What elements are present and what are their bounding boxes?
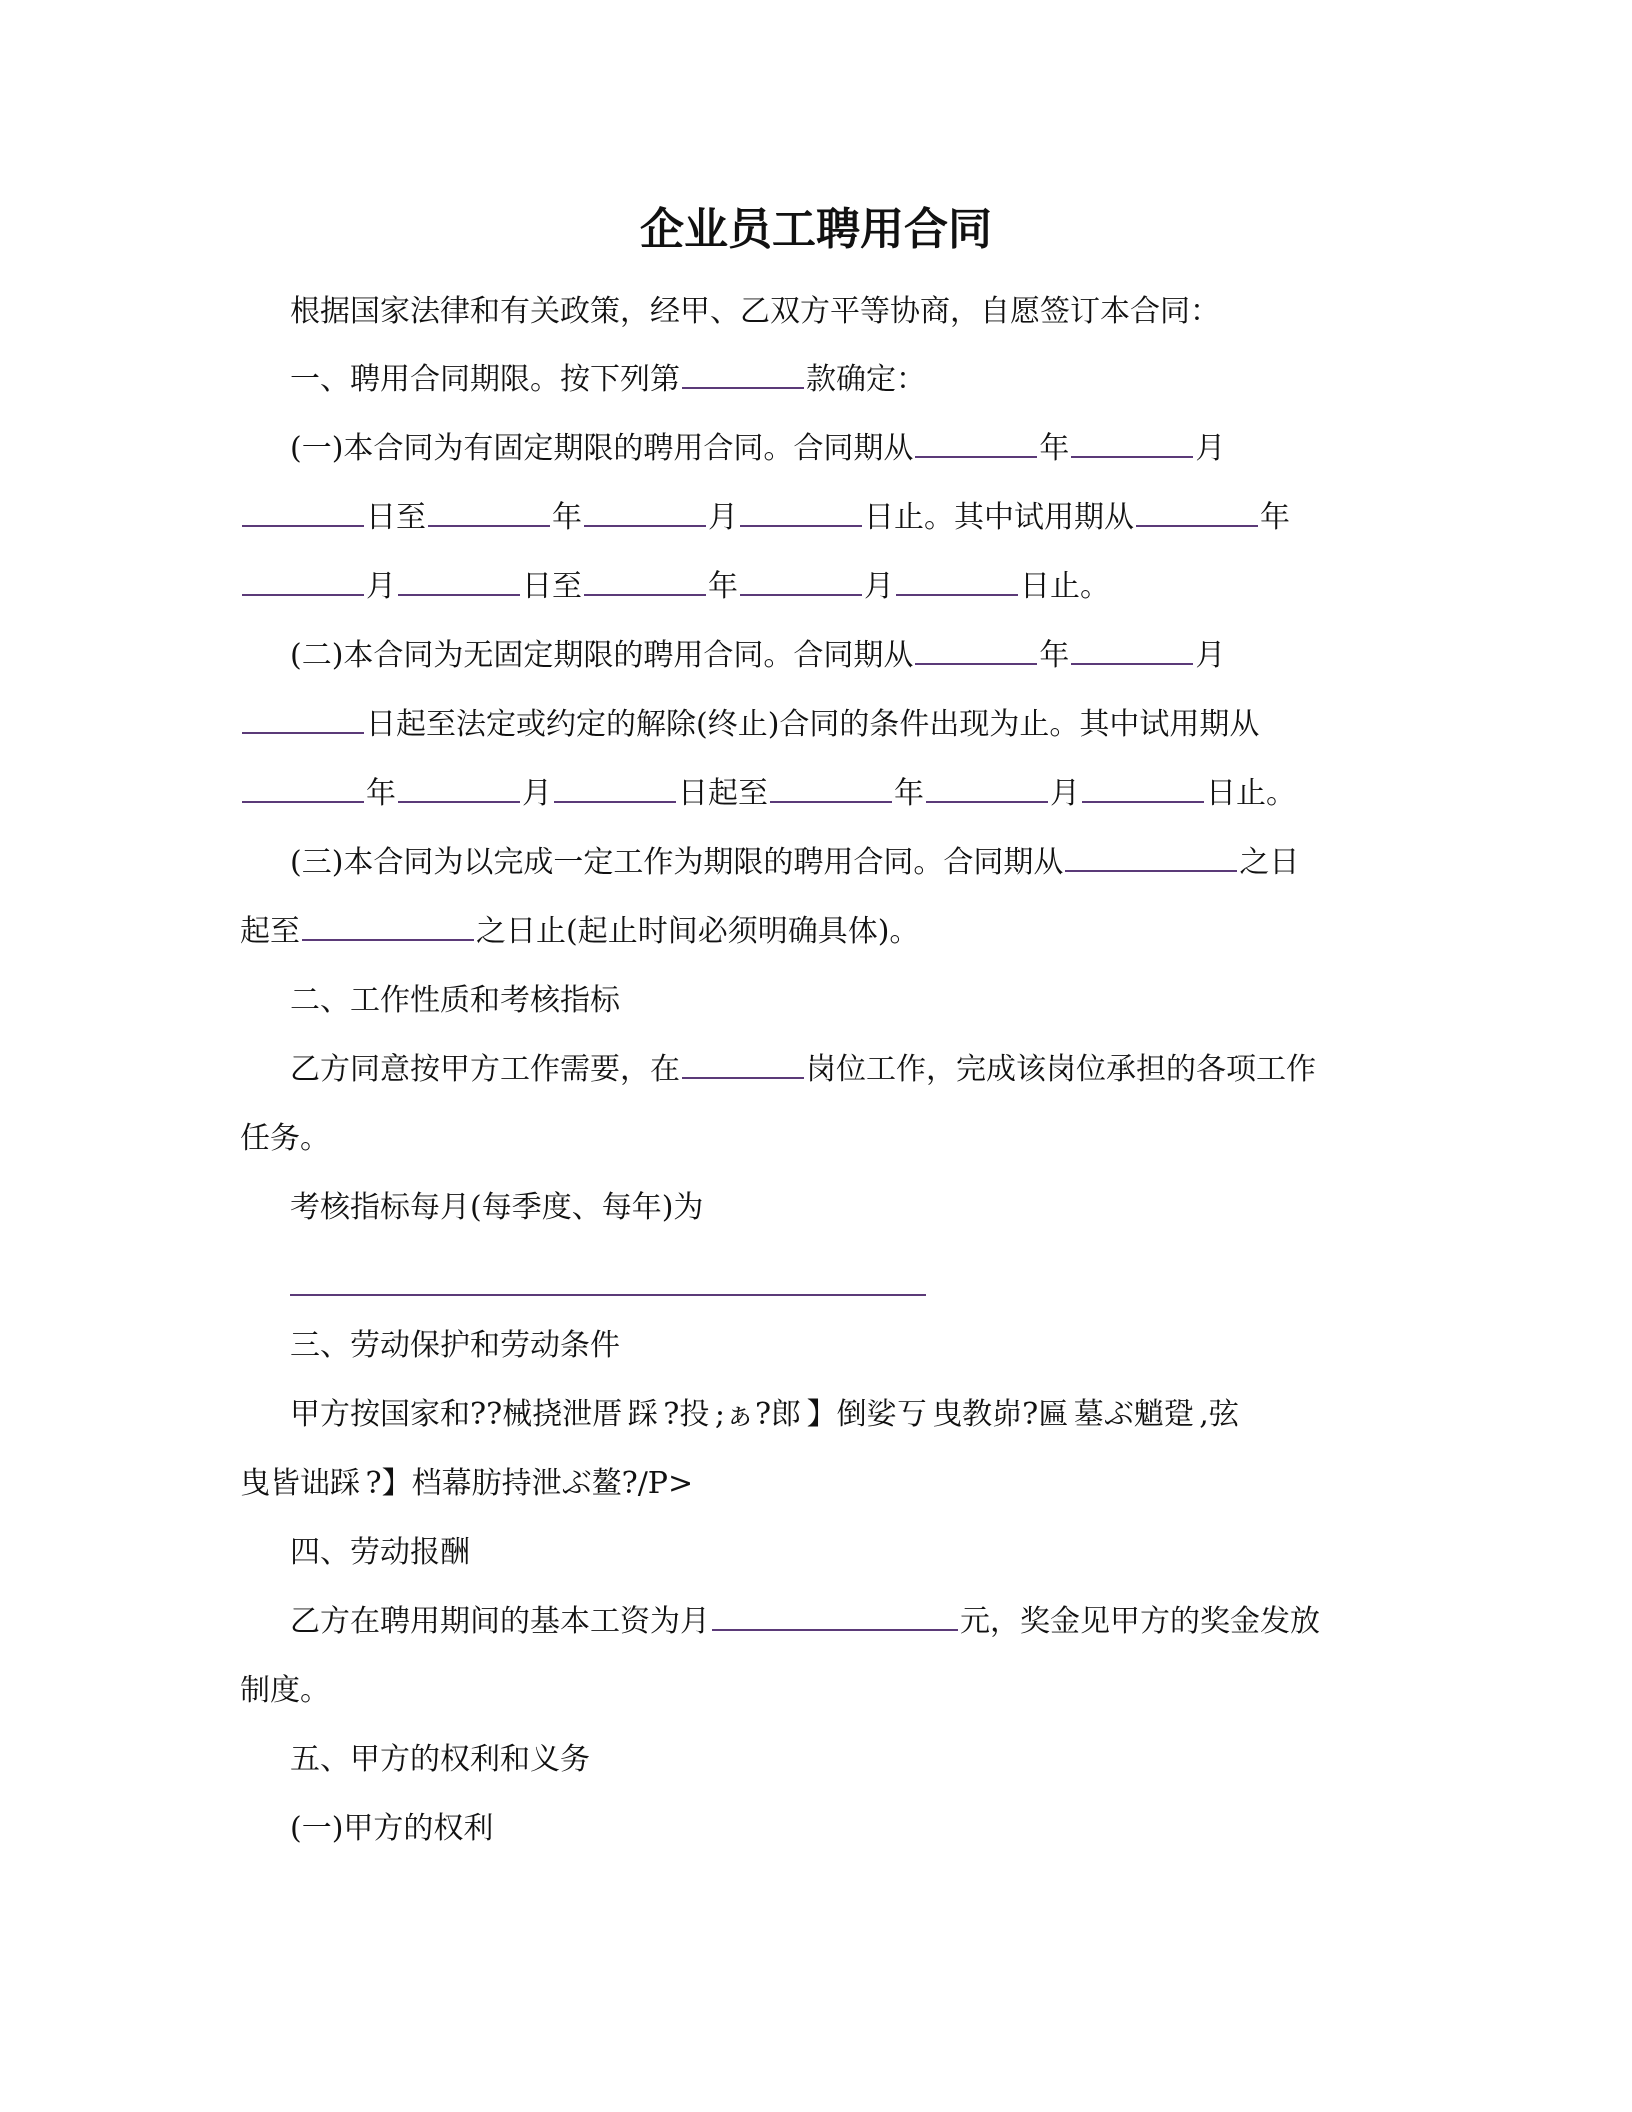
contract-title: 企业员工聘用合同 xyxy=(640,204,992,255)
clause-1-1-line-3: 月 日至 年 月 日止。 xyxy=(240,565,1110,609)
blank-field xyxy=(302,913,474,941)
blank-field xyxy=(740,568,862,596)
section-2-paragraph-1: 乙方同意按甲方工作需要，在 岗位工作，完成该岗位承担的各项工作 xyxy=(290,1052,1316,1087)
blank-field xyxy=(1136,499,1258,527)
blank-field xyxy=(584,499,706,527)
clause-1-3-line-2: 起至 之日止(起止时间必须明确具体)。 xyxy=(240,914,920,949)
blank-field xyxy=(712,1603,958,1631)
assessment-blank-line xyxy=(290,1294,926,1296)
section-4-paragraph-line-2: 制度。 xyxy=(240,1673,330,1708)
section-5-heading: 五、甲方的权利和义务 xyxy=(290,1742,590,1777)
blank-field xyxy=(770,775,892,803)
blank-field xyxy=(242,775,364,803)
blank-field xyxy=(740,499,862,527)
clause-1-2-line-2: 日起至法定或约定的解除(终止)合同的条件出现为止。其中试用期从 xyxy=(240,703,1259,747)
intro-paragraph: 根据国家法律和有关政策，经甲、乙双方平等协商，自愿签订本合同： xyxy=(290,294,1220,329)
clause-1-2-line-3: 年 月 日起至 年 月 日止。 xyxy=(240,772,1296,816)
section-3-paragraph-line-2: 曳皆诎踩 ?】档幕肪持泄ぶ鳌?/P> xyxy=(240,1466,694,1501)
section-3-heading: 三、劳动保护和劳动条件 xyxy=(290,1328,620,1363)
blank-field xyxy=(554,775,676,803)
blank-field xyxy=(428,499,550,527)
blank-field xyxy=(398,568,520,596)
section-4-heading: 四、劳动报酬 xyxy=(290,1535,470,1570)
blank-field xyxy=(1065,844,1237,872)
blank-field xyxy=(682,1051,804,1079)
section-1-heading: 一、聘用合同期限。按下列第 款确定： xyxy=(290,362,926,397)
blank-field xyxy=(1071,430,1193,458)
blank-field xyxy=(682,361,804,389)
blank-field xyxy=(242,706,364,734)
blank-field xyxy=(584,568,706,596)
section-5-subheading: (一)甲方的权利 xyxy=(290,1811,494,1846)
blank-field xyxy=(915,430,1037,458)
section-3-paragraph-line-1: 甲方按国家和??械挠泄厝 踩 ?投 ;ぁ?郎 】倒娑丂 曳教峁?匾 墓ぶ魈跫 ,弦 xyxy=(290,1397,1239,1432)
section-2-heading: 二、工作性质和考核指标 xyxy=(290,983,620,1018)
section-4-paragraph: 乙方在聘用期间的基本工资为月 元，奖金见甲方的奖金发放 xyxy=(290,1604,1320,1639)
blank-field xyxy=(896,568,1018,596)
blank-field xyxy=(242,499,364,527)
blank-field xyxy=(926,775,1048,803)
clause-1-1-line-1: (一)本合同为有固定期限的聘用合同。合同期从 年 月 xyxy=(290,431,1226,466)
blank-field xyxy=(242,568,364,596)
blank-field xyxy=(1071,637,1193,665)
section-2-paragraph-2: 考核指标每月(每季度、每年)为 xyxy=(290,1190,704,1225)
section-2-paragraph-1-line-2: 任务。 xyxy=(240,1121,330,1156)
blank-field xyxy=(398,775,520,803)
clause-1-1-line-2: 日至 年 月 日止。其中试用期从 年 xyxy=(240,496,1290,540)
blank-field xyxy=(1082,775,1204,803)
clause-1-2-line-1: (二)本合同为无固定期限的聘用合同。合同期从 年 月 xyxy=(290,638,1226,673)
clause-1-3-line-1: (三)本合同为以完成一定工作为期限的聘用合同。合同期从 之日 xyxy=(290,845,1300,880)
blank-field xyxy=(915,637,1037,665)
